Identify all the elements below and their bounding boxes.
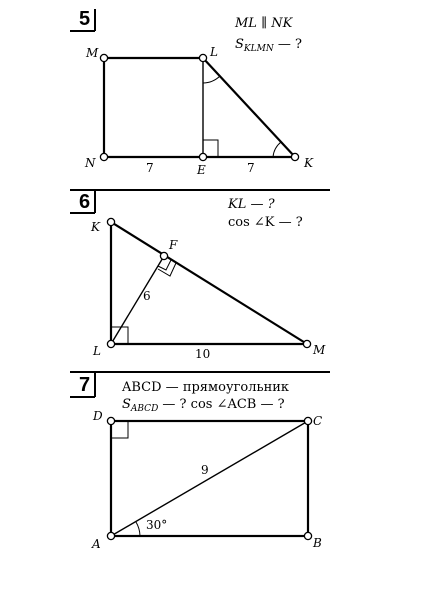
- label-a: A: [92, 537, 101, 551]
- vertex-m6: [303, 340, 310, 347]
- label-l: L: [210, 45, 218, 59]
- problem-5-area-subscript: KLMN: [243, 44, 274, 54]
- vertex-f: [160, 252, 167, 259]
- problem-6: [70, 190, 326, 361]
- rectangle-abcd: [111, 421, 308, 536]
- label-e: E: [197, 163, 206, 177]
- vertex-d: [107, 417, 114, 424]
- trapezoid-klmn: [104, 58, 295, 157]
- label-k6: K: [91, 220, 100, 234]
- segment-ek-length: 7: [247, 161, 255, 175]
- problem-7-condition-2: [122, 397, 285, 414]
- vertex-a: [107, 532, 114, 539]
- diagonal-ac: [111, 421, 308, 536]
- problem-7-number-box: [70, 372, 95, 397]
- height-lf: [111, 256, 164, 344]
- triangle-klm: [111, 222, 307, 344]
- problem-6-condition-2: cos ∠K — ?: [228, 215, 303, 230]
- problem-7: [70, 372, 322, 551]
- label-b: B: [313, 536, 322, 550]
- vertex-k6: [107, 218, 114, 225]
- problem-6-condition-1: KL — ?: [228, 197, 275, 212]
- label-d: D: [93, 409, 103, 423]
- problem-5-condition-2: [235, 37, 302, 54]
- vertex-m: [100, 54, 107, 61]
- angle-arc-k: [273, 142, 281, 157]
- label-l6: L: [93, 344, 101, 358]
- label-n: N: [85, 156, 96, 170]
- vertex-l: [199, 54, 206, 61]
- problem-5-number: 5: [79, 8, 91, 30]
- label-m: M: [86, 46, 99, 60]
- problem-5: [70, 8, 314, 177]
- problem-5-question: — ?: [273, 37, 302, 52]
- label-k: K: [304, 156, 313, 170]
- angle-arc-l: [203, 76, 220, 83]
- problem-7-area-subscript: ABCD: [130, 404, 159, 414]
- diagonal-length: 9: [201, 463, 209, 477]
- problem-5-condition-1: ML ∥ NK: [235, 16, 293, 31]
- vertex-c: [304, 417, 311, 424]
- angle-cab-value: 30°: [146, 518, 168, 532]
- label-f: F: [169, 238, 178, 252]
- segment-ne-length: 7: [146, 161, 154, 175]
- problem-5-number-box: [70, 8, 95, 31]
- problem-5-area-symbol: S: [235, 37, 244, 52]
- vertex-e: [199, 153, 206, 160]
- vertex-b: [304, 532, 311, 539]
- problem-7-condition-1: ABCD — прямоугольник: [122, 380, 290, 395]
- segment-lf-length: 6: [143, 289, 151, 303]
- label-c: C: [313, 414, 323, 428]
- vertex-n: [100, 153, 107, 160]
- problem-7-area-symbol: S: [122, 397, 131, 412]
- vertex-k: [291, 153, 298, 160]
- problem-7-question: — ? cos ∠ACB — ?: [158, 397, 285, 412]
- problem-7-number: 7: [79, 374, 91, 396]
- angle-arc-a: [136, 522, 140, 536]
- problem-6-number: 6: [79, 191, 91, 213]
- problem-6-number-box: [70, 190, 95, 213]
- label-m6: M: [313, 343, 326, 357]
- right-angle-square-f: [158, 263, 176, 276]
- segment-lm-length: 10: [195, 347, 211, 361]
- vertex-l6: [107, 340, 114, 347]
